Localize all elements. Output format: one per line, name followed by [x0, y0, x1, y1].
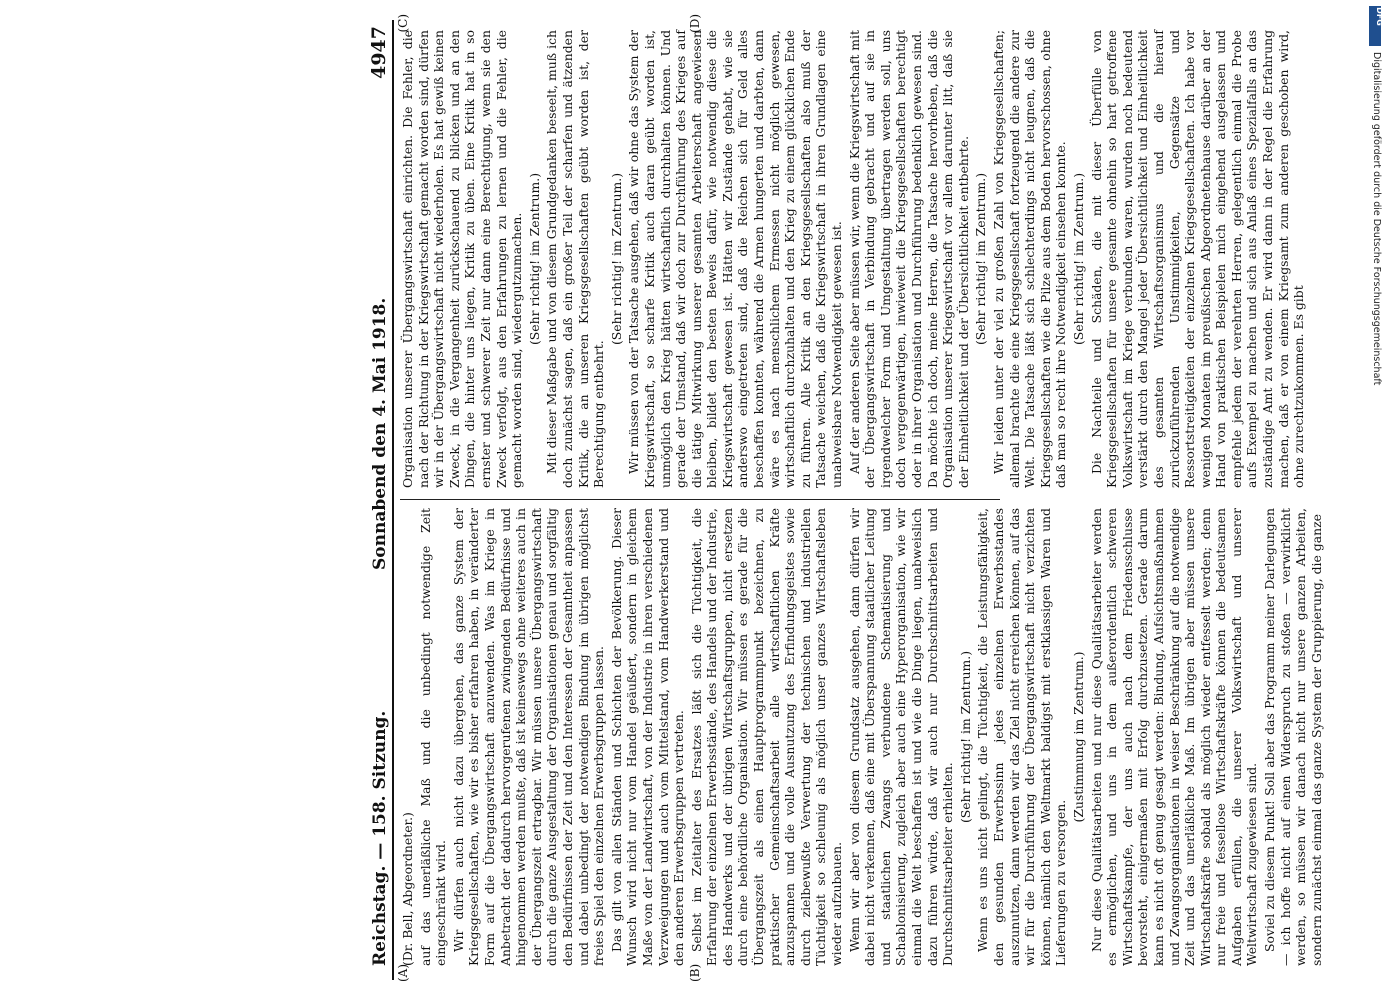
- left-paragraph: Soviel zu diesem Punkt! Soll aber das Programm meiner Darlegungen — ich hoffe nicht auf einen Widerspruch zu stoßen — verwirklicht werden, so müssen wir danach nicht nur unsere ganzen Arbeiten, sondern zunächst einmal das ganze System der Gruppierung, die ganze: [1262, 508, 1324, 966]
- right-column: [400, 30, 1307, 488]
- right-paragraph: Die Nachteile und Schäden, die mit dieser Überfülle von Kriegsgesellschaften für unsere gesamte ohnehin so hart getroffene Volkswirtschaft im Kriege verbunden waren, wurden noch bedeutend verstärkt durch den Mangel jeder Übersichtlichkeit und Einheitlichkeit des gesamten Wirtschaftsorganismus und die hierauf zurückzuführenden Unstimmigkeiten, Gegensätze und Ressortstreitigkeiten der einzelnen Kriegsgesellschaften. Ich habe vor wenigen Monaten im preußischen Abgeordnetenhause darüber an der Hand von praktischen Beispielen mich eingehend ausgelassen und empfehle jedem der verehrten Herren, gelegentlich einmal die Probe aufs Exempel zu machen und sich aus Anlaß eines Spezialfalls an das zuständige Amt zu wenden. Er wird dann in der Regel die Erfahrung machen, daß er von einem Kriegsamt zum anderen geschoben wird, ohne zurechtzukommen. Es gibt: [1088, 30, 1307, 488]
- digitization-note: [1370, 52, 1384, 832]
- dfg-logo-text: DFG: [1374, 7, 1384, 26]
- left-paragraph: Das gilt von allen Ständen und Schichten der Bevölkerung. Dieser Wunsch wird nicht nur vom Handel geäußert, sondern in gleichem Maße von der Landwirtschaft, von der Industrie in ihren verschiedenen Verzweigungen und auch vom Mittelstand, vom Handwerkerstand und den anderen Erwerbsgruppen vertreten.: [608, 508, 687, 966]
- right-interjection: (Sehr richtig! im Zentrum.): [1070, 172, 1086, 346]
- left-interjection: (Zustimmung im Zentrum.): [1070, 651, 1086, 823]
- left-paragraph: Wenn es uns nicht gelingt, die Tüchtigkeit, die Leistungsfähigkeit, den gesunden Erwerbssinn jedes einzelnen Erwerbsstandes auszunutzen, dann werden wir das Ziel nicht erreichen können, auf das wir für die Durchführung der Übergangswirtschaft nicht verzichten können, nämlich den Weltmarkt baldigst mit erstklassigen Waren und Lieferungen zu versorgen.: [975, 508, 1069, 966]
- left-paragraph: Nur diese Qualitätsarbeiten und nur diese Qualitätsarbeiter werden es ermöglichen, und uns in dem außerordentlich schweren Wirtschaftskampfe, der uns auch nach dem Friedensschlusse bevorsteht, einigermaßen mit Erfolg durchzusetzen. Gerade darum kann es nicht oft genug gesagt werden: Bindung, Aufsichtsmaßnahmen und Zwangsorganisationen in weiser Beschränkung auf die notwendige Zeit und das unerläßliche Maß. Im übrigen aber müssen unsere Wirtschaftskräfte sobald als möglich wieder entfesselt werden; denn nur freie und fessellose Wirtschaftskräfte können die bedeutsamen Aufgaben erfüllen, die unserer Volkswirtschaft und unserer Weltwirtschaft zugewiesen sind.: [1088, 508, 1260, 966]
- margin-marker-b: (B): [688, 963, 702, 982]
- right-paragraph: Organisation unserer Übergangswirtschaft einrichten. Die Fehler, die nach der Richtung in der Kriegswirtschaft gemacht worden sind, dürfen wir in der Übergangswirtschaft nicht wiederholen. Es hat gewiß keinen Zweck, in die Vergangenheit zurückschauend zu blicken und an den Dingen, die hinter uns liegen, Kritik zu üben. Eine Kritik hat in so ernster und schwerer Zeit nur dann eine Berechtigung, wenn sie den Zweck verfolgt, aus den Erfahrungen zu lernen und die Fehler, die gemacht worden sind, wiedergutzumachen.: [400, 30, 525, 488]
- left-interjection: (Sehr richtig! im Zentrum.): [957, 650, 973, 824]
- dfg-logo: [1369, 6, 1384, 46]
- page-header: [366, 20, 394, 980]
- header-session: Reichstag. — 158. Sitzung.: [370, 710, 390, 966]
- margin-marker-a: (A): [396, 963, 410, 982]
- rotated-newspaper-page: [366, 14, 1324, 982]
- right-interjection: (Sehr richtig! im Zentrum.): [608, 172, 624, 346]
- right-interjection: (Sehr richtig! im Zentrum.): [526, 172, 542, 346]
- margin-marker-c: (C): [396, 14, 410, 33]
- left-paragraph: (Dr. Bell, Abgeordneter.): [400, 812, 415, 966]
- right-paragraph: Wir müssen von der Tatsache ausgehen, daß wir ohne das System der Kriegswirtschaft, so scharfe Kritik auch daran geübt worden ist, unmöglich den Krieg hätten wirtschaftlich durchhalten können. Und gerade der Umstand, daß wir doch zur Durchführung des Krieges auf die tätige Mitwirkung unserer gesamten Arbeiterschaft angewiesen bleiben, bildet den besten Beweis dafür, wie notwendig diese die Kriegswirtschaft gewesen ist. Hätten wir Zustände gehabt, wie sie anderswo eingetreten sind, daß die Reichen sich für Geld alles beschaffen konnten, während die Armen hungerten und darbten, dann wäre es nach menschlichem Ermessen nicht möglich gewesen, wirtschaftlich durchzuhalten und den Krieg zu einem glücklichen Ende zu führen. Alle Kritik an den Kriegsgesellschaften also muß der Tatsache weichen, daß die Kriegswirtschaft in ihren Grundlagen eine unabweisbare Notwendigkeit gewesen ist.: [626, 30, 845, 488]
- right-interjection: (Sehr richtig! im Zentrum.): [973, 172, 989, 346]
- column-divider: [400, 499, 1000, 500]
- left-column: [400, 508, 1324, 966]
- right-paragraph: Wir leiden unter der viel zu großen Zahl von Kriegsgesellschaften; allemal brachte die eine Kriegsgesellschaft fortzeugend die andere zur Welt. Die Tatsache läßt sich schlechterdings nicht leugnen, daß die Kriegsgesellschaften wie die Pilze aus dem Boden hervorschossen, ohne daß man so recht ihre Notwendigkeit einsehen konnte.: [990, 30, 1069, 488]
- page-number: 4947: [368, 26, 390, 79]
- right-paragraph: Mit dieser Maßgabe und von diesem Grundgedanken beseelt, muß ich doch zunächst sagen, daß ein großer Teil der scharfen und ätzenden Kritik, die an unseren Kriegsgesellschaften geübt worden ist, der Berechtigung entbehrt.: [544, 30, 607, 488]
- header-date: Sonnabend den 4. Mai 1918.: [370, 297, 390, 570]
- left-paragraph: Wenn wir aber von diesem Grundsatz ausgehen, dann dürfen wir dabei nicht verkennen, daß eine mit Überspannung staatlicher Leitung und staatlichen Zwangs verbundene Schematisierung und Schablonisierung, zugleich aber auch eine Hyperorganisation, wie wir einmal die Welt beschaffen ist und wie die Dinge liegen, unabweislich dazu führen würde, daß wir auch nur Durchschnittsarbeiten und Durchschnittsarbeiter erhielten.: [846, 508, 956, 966]
- left-paragraph: Selbst im Zeitalter des Ersatzes läßt sich die Tüchtigkeit, die Erfahrung der einzelnen Erwerbsstände, des Handels und der Industrie, des Handwerks und der übrigen Wirtschaftsgruppen, nicht ersetzen durch eine behördliche Organisation. Wir müssen es gerade für die Übergangszeit als einen Hauptprogrammpunkt bezeichnen, zu praktischer Gemeinschaftsarbeit alle wirtschaftlichen Kräfte anzuspannen und die volle Ausnutzung des Erfindungsgeistes sowie durch zielbewußte Verwertung der technischen und industriellen Tüchtigkeit so schleunig als möglich unser ganzes Wirtschaftsleben wieder aufzubauen.: [688, 508, 845, 966]
- left-paragraph: auf das unerläßliche Maß und die unbedingt notwendige Zeit eingeschränkt wird.: [417, 508, 449, 966]
- digitization-note-text: Digitalisierung gefördert durch die Deutsche Forschungsgemeinschaft: [1371, 52, 1382, 386]
- left-paragraph: Wir dürfen auch nicht dazu übergehen, das ganze System der Kriegsgesellschaften, wie wir es bisher erfahren haben, in veränderter Form auf die Übergangswirtschaft anzuwenden. Was im Kriege in Anbetracht der dadurch hervorgerufenen zwingenden Bedürfnisse und hingenommen werden mußte, daß ist keineswegs ohne weiteres auch in der Übergangszeit ertragbar. Wir müssen unsere Übergangswirtschaft durch die ganze Ausgestaltung der Organisationen genau und sorgfältig den Bedürfnissen der Zeit und den Interessen der Gesamtheit anpassen und dabei unbedingt der notwendigen Bindung im übrigen möglichst freies Spiel den einzelnen Erwerbsgruppen lassen.: [450, 508, 607, 966]
- right-paragraph: Auf der anderen Seite aber müssen wir, wenn die Kriegswirtschaft mit der Übergangswirtschaft in Verbindung gebracht und auf sie in irgendwelcher Form und Umgestaltung übertragen werden soll, uns doch vergegenwärtigen, inwieweit die Kriegsgesellschaften berechtigt oder in ihrer Organisation und Durchführung bedenklich gewesen sind. Da möchte ich doch, meine Herren, die Tatsache hervorheben, daß die Organisation unserer Kriegswirtschaft vor allem darunter litt, daß sie der Einheitlichkeit und der Übersichtlichkeit entbehrte.: [846, 30, 971, 488]
- margin-marker-d: (D): [688, 14, 702, 33]
